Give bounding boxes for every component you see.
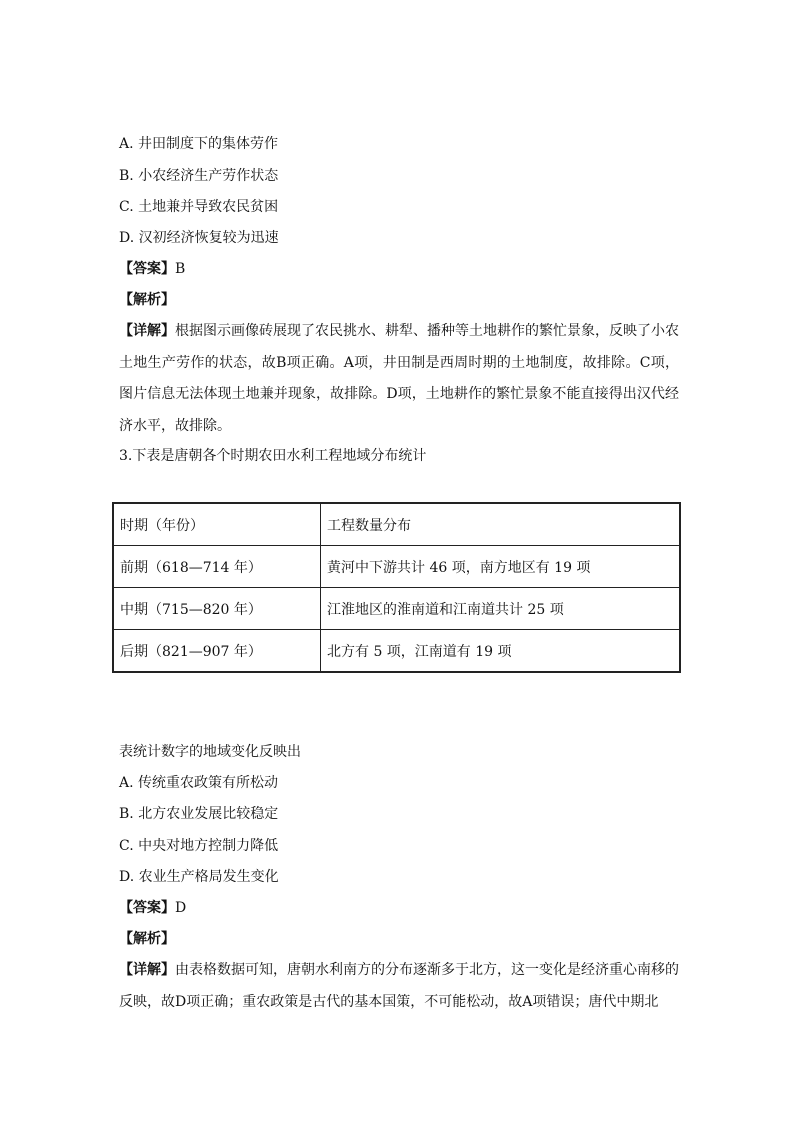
q3-detail-tag: 【详解】	[119, 962, 175, 978]
q2-detail-tag: 【详解】	[119, 323, 175, 339]
q3-answer-tag: 【答案】	[119, 900, 175, 916]
table-row	[113, 630, 680, 673]
q3-answer	[119, 898, 186, 918]
table-row	[113, 546, 680, 588]
q2-option-a: A. 井田制度下的集体劳作	[119, 136, 279, 152]
q2-analysis-tag: 【解析】	[119, 292, 175, 308]
table-cell: 前期（618—714 年）	[113, 546, 321, 588]
q3-detail-text: 由表格数据可知，唐朝水利南方的分布逐渐多于北方，这一变化是经济重心南移的反映，故D项正确；重农政策是古代的基本国策，不可能松动，故A项错误；唐代中期北	[119, 962, 679, 1010]
q3-option-a: A. 传统重农政策有所松动	[119, 775, 279, 791]
q2-answer-tag: 【答案】	[119, 261, 175, 277]
q3-answer-value: D	[175, 900, 187, 916]
table-row	[113, 588, 680, 630]
table-cell: 北方有 5 项，江南道有 19 项	[321, 630, 681, 673]
table-cell: 黄河中下游共计 46 项，南方地区有 19 项	[321, 546, 681, 588]
q3-option-d: D. 农业生产格局发生变化	[119, 869, 279, 885]
table-header-row	[113, 503, 680, 546]
table-header-cell: 工程数量分布	[321, 503, 681, 546]
q3-option-b: B. 北方农业发展比较稳定	[119, 806, 279, 822]
table-cell: 江淮地区的淮南道和江南道共计 25 项	[321, 588, 681, 630]
q2-answer	[119, 259, 185, 279]
q2-answer-value: B	[175, 261, 186, 277]
q2-option-c: C. 土地兼并导致农民贫困	[119, 199, 279, 215]
q3-question: 表统计数字的地域变化反映出	[119, 744, 301, 760]
q2-detail	[119, 316, 679, 442]
table-header-cell: 时期（年份）	[113, 503, 321, 546]
q2-detail-text: 根据图示画像砖展现了农民挑水、耕犁、播种等土地耕作的繁忙景象，反映了小农土地生产劳作的状态，故B项正确。A项，井田制是西周时期的土地制度，故排除。C项，图片信息无法体现土地兼并现象，故排除。D项，土地耕作的繁忙景象不能直接得出汉代经济水平，故排除。	[119, 323, 679, 434]
table-cell: 中期（715—820 年）	[113, 588, 321, 630]
table-cell: 后期（821—907 年）	[113, 630, 321, 673]
q3-table	[112, 502, 681, 673]
q3-analysis-tag: 【解析】	[119, 931, 175, 947]
q2-option-b: B. 小农经济生产劳作状态	[119, 168, 279, 184]
q3-stem: 3.下表是唐朝各个时期农田水利工程地域分布统计	[119, 448, 427, 464]
q3-detail	[119, 955, 679, 1018]
q2-option-d: D. 汉初经济恢复较为迅速	[119, 230, 279, 246]
q3-option-c: C. 中央对地方控制力降低	[119, 838, 279, 854]
